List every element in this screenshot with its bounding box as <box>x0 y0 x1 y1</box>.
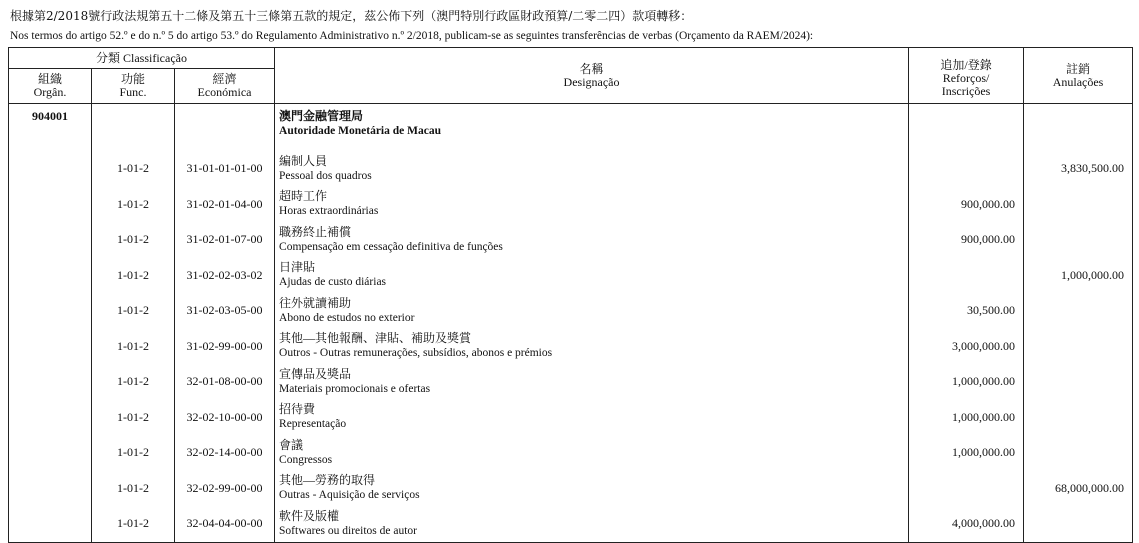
annulment-amount: 1,000,000.00 <box>1024 258 1133 294</box>
organ-header-zh: 組織 <box>37 72 62 86</box>
func-code: 1-01-2 <box>92 293 175 329</box>
annulment-amount <box>1024 364 1133 400</box>
func-header-zh: 功能 <box>120 72 145 86</box>
reinforcement-amount <box>909 151 1024 187</box>
designation-cell <box>275 471 909 507</box>
annulments-header <box>1024 48 1133 104</box>
designation-cell <box>275 222 909 258</box>
designation-cell <box>275 400 909 436</box>
organ-cell <box>9 151 92 187</box>
func-code: 1-01-2 <box>92 258 175 294</box>
designation-cell <box>275 364 909 400</box>
reinforcement-amount: 30,500.00 <box>909 293 1024 329</box>
designation-zh: 招待費 <box>279 402 316 417</box>
designation-pt: Compensação em cessação definitiva de funções <box>279 240 503 253</box>
reinforcements-header-zh: 追加/登錄 <box>940 58 992 72</box>
economic-code: 32-04-04-00-00 <box>175 506 275 542</box>
designation-zh: 往外就讀補助 <box>279 295 352 310</box>
designation-zh: 軟件及版權 <box>279 508 340 523</box>
reinforcement-amount <box>909 258 1024 294</box>
designation-pt: Outras - Aquisição de serviços <box>279 489 420 502</box>
table-row <box>9 293 1133 329</box>
eco-header-pt: Económica <box>197 85 252 99</box>
organ-cell <box>9 471 92 507</box>
reinforcement-amount: 900,000.00 <box>909 222 1024 258</box>
annulment-amount <box>1024 222 1133 258</box>
table-row <box>9 435 1133 471</box>
organ-cell <box>9 506 92 542</box>
reinforcement-amount: 900,000.00 <box>909 187 1024 223</box>
table-row <box>9 471 1133 507</box>
organ-header <box>9 69 92 104</box>
designation-header-zh: 名稱 <box>579 61 604 76</box>
organ-cell <box>9 400 92 436</box>
table-row <box>9 400 1133 436</box>
organ-header-pt: Orgân. <box>33 85 67 99</box>
organ-row <box>9 104 1133 152</box>
designation-zh: 宣傳品及獎品 <box>279 366 352 381</box>
func-code: 1-01-2 <box>92 435 175 471</box>
designation-pt: Softwares ou direitos de autor <box>279 524 417 537</box>
designation-zh: 編制人員 <box>279 153 328 168</box>
reinforcement-amount: 1,000,000.00 <box>909 400 1024 436</box>
organ-cell <box>9 187 92 223</box>
organ-name-zh: 澳門金融管理局 <box>279 109 364 123</box>
designation-zh: 超時工作 <box>279 189 328 204</box>
designation-cell <box>275 187 909 223</box>
annulments-header-pt: Anulações <box>1052 74 1104 89</box>
func-code: 1-01-2 <box>92 364 175 400</box>
table-row <box>9 329 1133 365</box>
designation-pt: Ajudas de custo diárias <box>279 276 387 289</box>
func-code: 1-01-2 <box>92 506 175 542</box>
organ-annulment-cell <box>1024 104 1133 152</box>
economic-code: 31-01-01-01-00 <box>175 151 275 187</box>
reinforcements-header-pt2: Inscrições <box>941 84 991 98</box>
economic-code: 32-02-99-00-00 <box>175 471 275 507</box>
organ-cell <box>9 435 92 471</box>
table-row <box>9 506 1133 542</box>
reinforcement-amount: 1,000,000.00 <box>909 364 1024 400</box>
designation-pt: Horas extraordinárias <box>279 205 379 218</box>
table-row <box>9 364 1133 400</box>
annulment-amount <box>1024 187 1133 223</box>
economic-code: 31-02-01-04-00 <box>175 187 275 223</box>
organ-cell <box>9 329 92 365</box>
transfer-table <box>8 47 1133 543</box>
annulment-amount: 3,830,500.00 <box>1024 151 1133 187</box>
designation-pt: Materiais promocionais e ofertas <box>279 382 431 395</box>
func-header-pt: Func. <box>119 85 147 99</box>
organ-cell <box>9 258 92 294</box>
economic-code: 32-02-10-00-00 <box>175 400 275 436</box>
reinforcements-header-pt1: Reforços/ <box>942 71 990 85</box>
annulment-amount: 68,000,000.00 <box>1024 471 1133 507</box>
reinforcement-amount <box>909 471 1024 507</box>
designation-cell <box>275 151 909 187</box>
func-code: 1-01-2 <box>92 151 175 187</box>
annulment-amount <box>1024 506 1133 542</box>
economic-code: 31-02-03-05-00 <box>175 293 275 329</box>
organ-cell <box>9 364 92 400</box>
designation-zh: 職務終止補償 <box>279 224 352 239</box>
designation-zh: 其他—其他報酬、津貼、補助及獎賞 <box>279 331 472 346</box>
annulments-header-zh: 註銷 <box>1066 61 1091 76</box>
designation-cell <box>275 293 909 329</box>
designation-zh: 會議 <box>279 437 304 452</box>
reinforcement-amount: 1,000,000.00 <box>909 435 1024 471</box>
intro-text-portuguese: Nos termos do artigo 52.º e do n.º 5 do artigo 53.º do Regulamento Administrativo n.º 2/2018, publicam-se as seguintes transferências de verbas (Orçamento da RAEM/2024): <box>10 30 814 42</box>
organ-func-cell <box>92 104 175 152</box>
organ-reinforcement-cell <box>909 104 1024 152</box>
organ-cell <box>9 222 92 258</box>
table-row <box>9 187 1133 223</box>
func-code: 1-01-2 <box>92 471 175 507</box>
economic-code: 31-02-02-03-02 <box>175 258 275 294</box>
annulment-amount <box>1024 400 1133 436</box>
table-row <box>9 222 1133 258</box>
designation-zh: 日津貼 <box>279 260 316 275</box>
organ-designation <box>275 104 909 152</box>
economic-code: 32-02-14-00-00 <box>175 435 275 471</box>
designation-header-pt: Designação <box>563 74 620 89</box>
designation-cell <box>275 258 909 294</box>
annulment-amount <box>1024 435 1133 471</box>
eco-header <box>175 69 275 104</box>
designation-cell <box>275 506 909 542</box>
eco-header-zh: 經濟 <box>212 72 237 86</box>
organ-cell <box>9 293 92 329</box>
designation-pt: Representação <box>279 418 347 431</box>
designation-pt: Pessoal dos quadros <box>279 169 372 182</box>
func-code: 1-01-2 <box>92 222 175 258</box>
intro-text-chinese: 根據第2/2018號行政法規第五十二條及第五十三條第五款的規定，茲公佈下列（澳門特別行政區財政預算/二零二四）款項轉移： <box>10 9 693 23</box>
organ-code: 904001 <box>9 104 92 152</box>
economic-code: 31-02-01-07-00 <box>175 222 275 258</box>
table-row <box>9 258 1133 294</box>
designation-pt: Abono de estudos no exterior <box>279 311 415 324</box>
reinforcement-amount: 3,000,000.00 <box>909 329 1024 365</box>
designation-cell <box>275 329 909 365</box>
designation-header <box>275 48 909 104</box>
designation-pt: Congressos <box>279 453 333 466</box>
economic-code: 31-02-99-00-00 <box>175 329 275 365</box>
annulment-amount <box>1024 329 1133 365</box>
organ-name-pt: Autoridade Monetária de Macau <box>279 125 441 137</box>
func-code: 1-01-2 <box>92 400 175 436</box>
classification-group-header: 分類 Classificação <box>9 48 275 69</box>
economic-code: 32-01-08-00-00 <box>175 364 275 400</box>
organ-eco-cell <box>175 104 275 152</box>
designation-zh: 其他—勞務的取得 <box>279 473 376 488</box>
func-code: 1-01-2 <box>92 329 175 365</box>
designation-pt: Outros - Outras remunerações, subsídios, abonos e prémios <box>279 347 553 360</box>
func-header <box>92 69 175 104</box>
func-code: 1-01-2 <box>92 187 175 223</box>
reinforcement-amount: 4,000,000.00 <box>909 506 1024 542</box>
table-row <box>9 151 1133 187</box>
reinforcements-header <box>909 48 1024 104</box>
annulment-amount <box>1024 293 1133 329</box>
designation-cell <box>275 435 909 471</box>
